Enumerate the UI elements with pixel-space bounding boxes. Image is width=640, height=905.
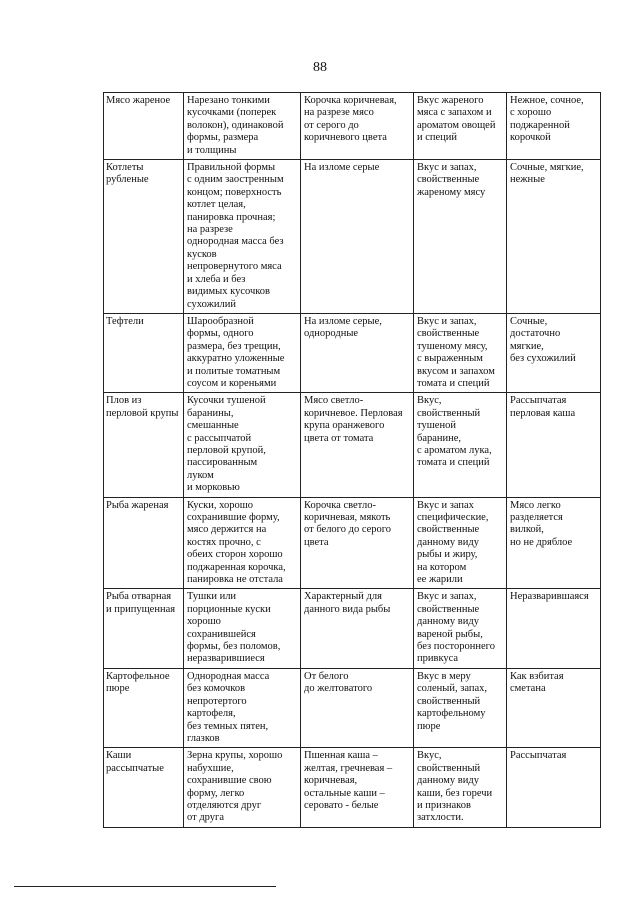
cut-color-cell: На изломе серые, однородные [301, 313, 414, 392]
table-row [104, 589, 601, 668]
texture-cell: Мясо легко разделяется вилкой, но не дряблое [507, 497, 601, 589]
appearance-cell: Кусочки тушеной баранины, смешанные с рассыпчатой перловой крупой, пассированным луком и морковью [184, 393, 301, 497]
taste-smell-cell: Вкус и запах, свойственные жареному мясу [414, 160, 507, 314]
dish-name-cell: Картофельное пюре [104, 668, 184, 747]
dish-name-cell: Рыба отварная и припущенная [104, 589, 184, 668]
taste-smell-cell: Вкус жареного мяса с запахом и ароматом овощей и специй [414, 93, 507, 160]
texture-cell: Неразварившаяся [507, 589, 601, 668]
page-number: 88 [313, 60, 327, 75]
texture-cell: Сочные, мягкие, нежные [507, 160, 601, 314]
dish-name-cell: Рыба жареная [104, 497, 184, 589]
table-row [104, 668, 601, 747]
appearance-cell: Тушки или порционные куски хорошо сохранившейся формы, без поломов, неразварившиеся [184, 589, 301, 668]
quality-table [103, 92, 601, 828]
dish-name-cell: Каши рассыпчатые [104, 748, 184, 827]
cut-color-cell: На изломе серые [301, 160, 414, 314]
footnote-divider [14, 886, 276, 887]
cut-color-cell: Пшенная каша – желтая, гречневая – коричневая, остальные каши – серовато - белые [301, 748, 414, 827]
texture-cell: Рассыпчатая [507, 748, 601, 827]
table-row [104, 313, 601, 392]
taste-smell-cell: Вкус, свойственный данному виду каши, без горечи и признаков затхлости. [414, 748, 507, 827]
dish-name-cell: Котлеты рубленые [104, 160, 184, 314]
dish-name-cell: Мясо жареное [104, 93, 184, 160]
table-row [104, 497, 601, 589]
appearance-cell: Однородная масса без комочков непротертого картофеля, без темных пятен, глазков [184, 668, 301, 747]
taste-smell-cell: Вкус и запах специфические, свойственные данному виду рыбы и жиру, на котором ее жарили [414, 497, 507, 589]
table-row [104, 93, 601, 160]
texture-cell: Сочные, достаточно мягкие, без сухожилий [507, 313, 601, 392]
appearance-cell: Нарезано тонкими кусочками (поперек волокон), одинаковой формы, размера и толщины [184, 93, 301, 160]
table-row [104, 393, 601, 497]
appearance-cell: Зерна крупы, хорошо набухшие, сохранившие свою форму, легко отделяются друг от друга [184, 748, 301, 827]
cut-color-cell: Мясо светло- коричневое. Перловая крупа оранжевого цвета от томата [301, 393, 414, 497]
cut-color-cell: Характерный для данного вида рыбы [301, 589, 414, 668]
cut-color-cell: От белого до желтоватого [301, 668, 414, 747]
taste-smell-cell: Вкус в меру соленый, запах, свойственный картофельному пюре [414, 668, 507, 747]
texture-cell: Рассыпчатая перловая каша [507, 393, 601, 497]
taste-smell-cell: Вкус и запах, свойственные тушеному мясу, с выраженным вкусом и запахом томата и специй [414, 313, 507, 392]
appearance-cell: Куски, хорошо сохранившие форму, мясо держится на костях прочно, с обеих сторон хорошо поджаренная корочка, панировка не отстала [184, 497, 301, 589]
dish-name-cell: Тефтели [104, 313, 184, 392]
appearance-cell: Правильной формы с одним заостренным концом; поверхность котлет целая, панировка прочная; на разрезе однородная масса без кусков непровернутого мяса и хлеба и без видимых кусочков сухожилий [184, 160, 301, 314]
cut-color-cell: Корочка светло- коричневая, мякоть от белого до серого цвета [301, 497, 414, 589]
cut-color-cell: Корочка коричневая, на разрезе мясо от серого до коричневого цвета [301, 93, 414, 160]
table-row [104, 160, 601, 314]
table-body [104, 93, 601, 828]
texture-cell: Нежное, сочное, с хорошо поджаренной корочкой [507, 93, 601, 160]
taste-smell-cell: Вкус и запах, свойственные данному виду вареной рыбы, без постороннего привкуса [414, 589, 507, 668]
table-row [104, 748, 601, 827]
appearance-cell: Шарообразной формы, одного размера, без трещин, аккуратно уложенные и политые томатным соусом и кореньями [184, 313, 301, 392]
taste-smell-cell: Вкус, свойственный тушеной баранине, с ароматом лука, томата и специй [414, 393, 507, 497]
dish-name-cell: Плов из перловой крупы [104, 393, 184, 497]
texture-cell: Как взбитая сметана [507, 668, 601, 747]
